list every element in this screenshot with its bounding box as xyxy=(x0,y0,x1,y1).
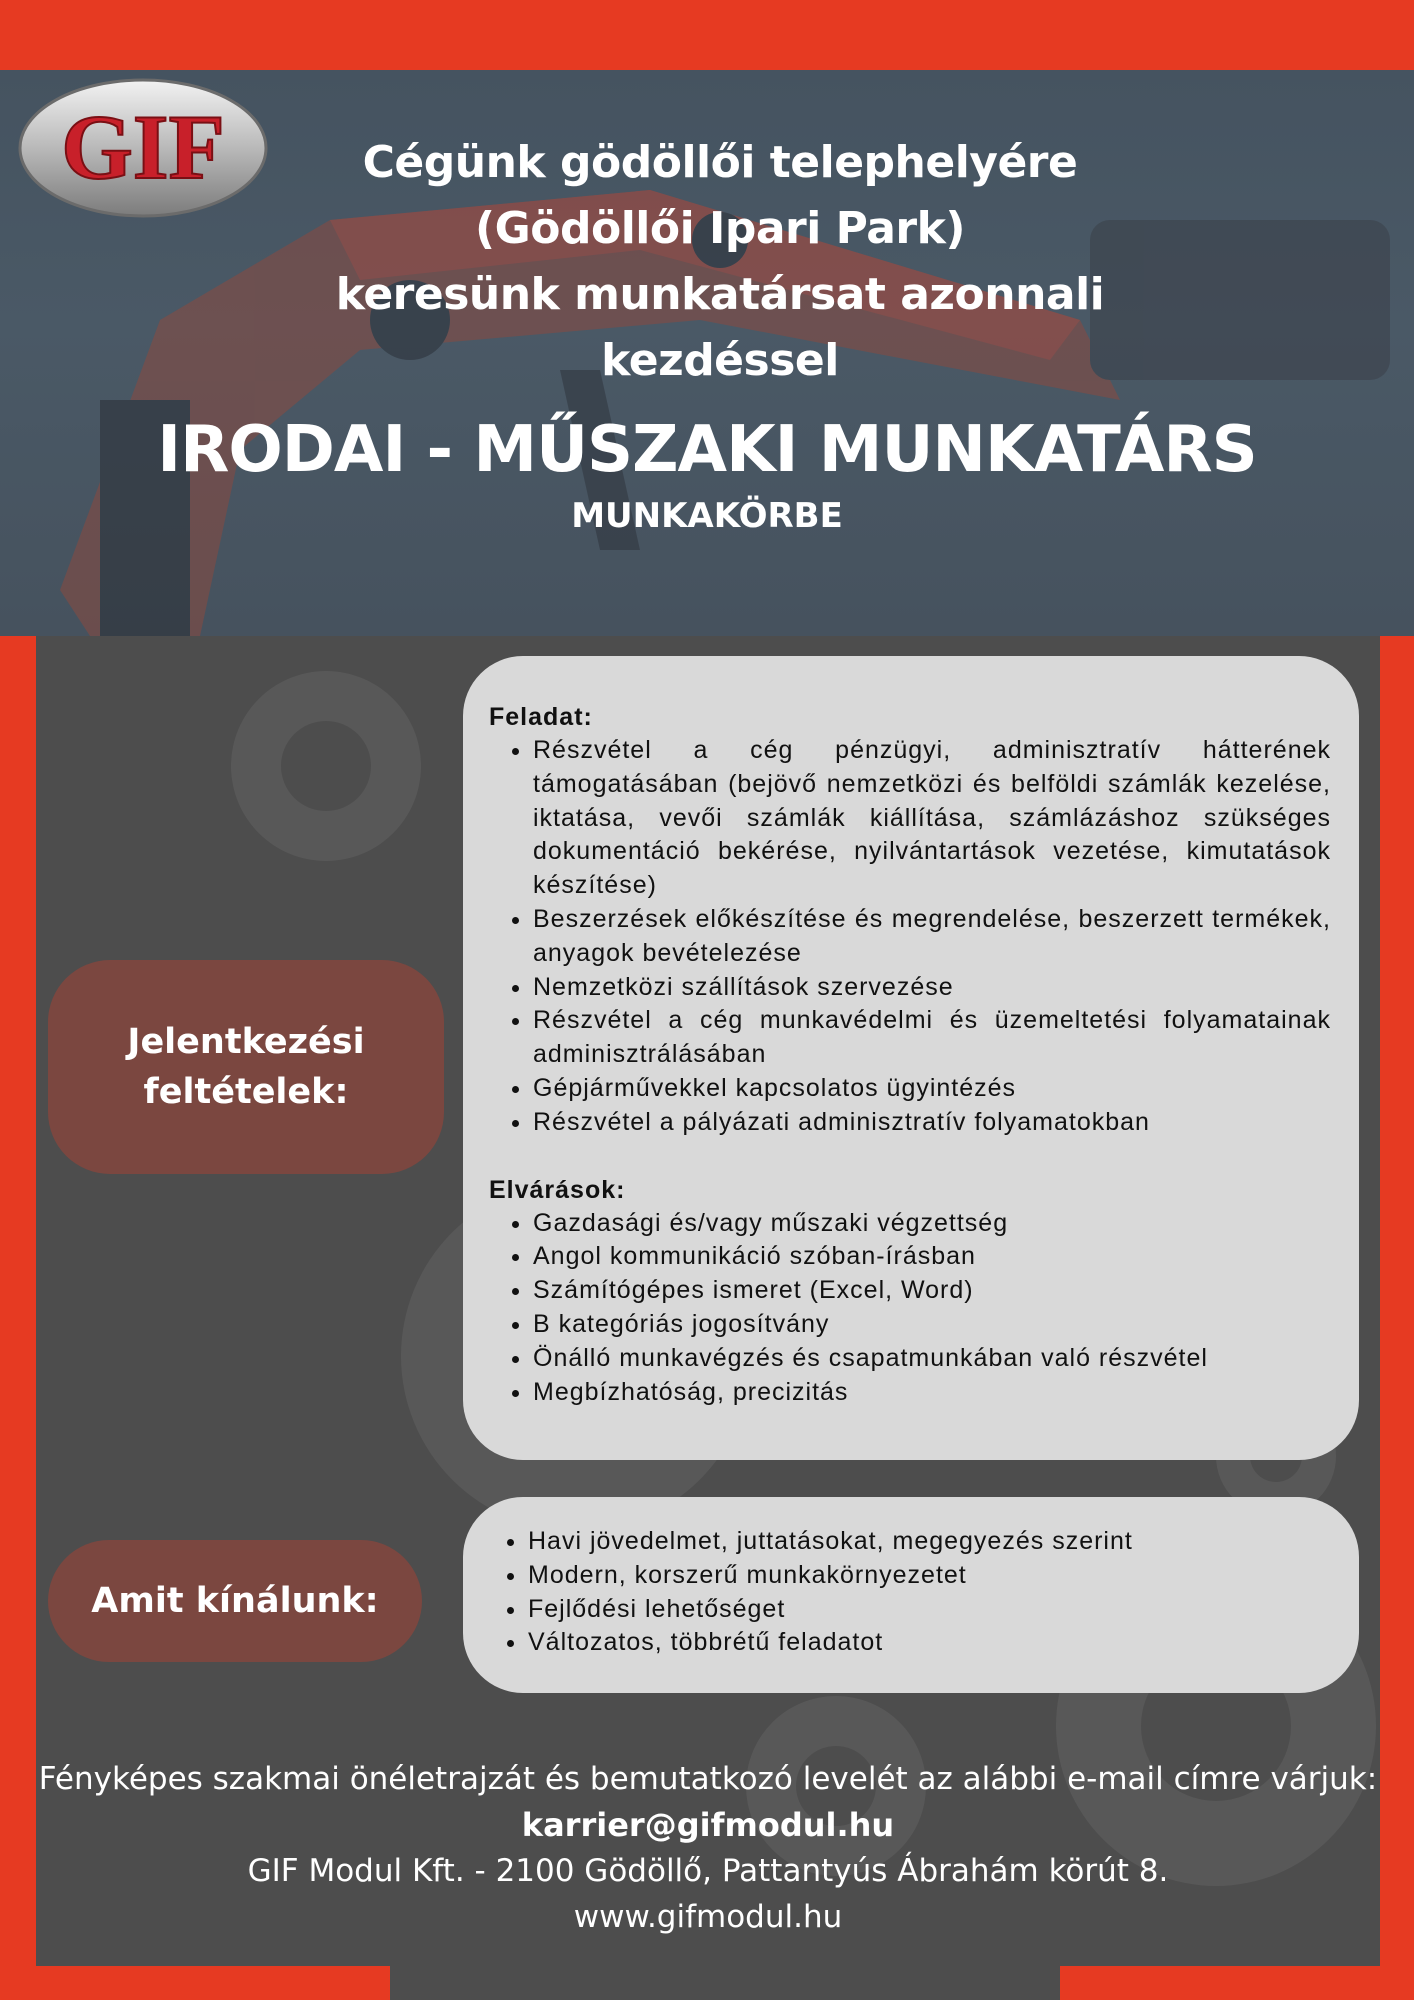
list-item: • Részvétel a cég pénzügyi, adminisztratív hátterének támogatásában (bejövő nemzetközi és belföldi számlák kezelése, iktatása, vevői számlák kiállítása, számlázáshoz szükséges dokumentáció bekérése, nyilvántartások vezetése, kimutatások készítése) xyxy=(533,734,1331,903)
list-item: • B kategóriás jogosítvány xyxy=(533,1308,1331,1342)
headline-line: keresünk munkatársat azonnali xyxy=(335,269,1105,320)
headline-line: Cégünk gödöllői telephelyére xyxy=(362,137,1078,188)
list-item: • Fejlődési lehetőséget xyxy=(528,1593,1331,1627)
list-item: • Angol kommunikáció szóban-írásban xyxy=(533,1240,1331,1274)
company-address: GIF Modul Kft. - 2100 Gödöllő, Pattantyús Ábrahám körút 8. xyxy=(247,1853,1169,1889)
list-item: • Önálló munkavégzés és csapatmunkában való részvétel xyxy=(533,1342,1331,1376)
tasks-list xyxy=(489,734,1331,1140)
list-item: • Számítógépes ismeret (Excel, Word) xyxy=(533,1274,1331,1308)
list-item: • Gépjárművekkel kapcsolatos ügyintézés xyxy=(533,1072,1331,1106)
requirements-label-line: feltételek: xyxy=(143,1072,349,1112)
list-item: • Nemzetközi szállítások szervezése xyxy=(533,971,1331,1005)
list-item: • Beszerzések előkészítése és megrendelése, beszerzett termékek, anyagok bevételezése xyxy=(533,903,1331,971)
hero-banner xyxy=(0,70,1414,636)
list-item: • Részvétel a pályázati adminisztratív folyamatokban xyxy=(533,1106,1331,1140)
list-item: • Modern, korszerű munkakörnyezetet xyxy=(528,1559,1331,1593)
footer-intro: Fényképes szakmai önéletrajzát és bemutatkozó levelét az alábbi e-mail címre várjuk: xyxy=(38,1761,1378,1797)
offer-label: Amit kínálunk: xyxy=(48,1540,422,1662)
bottom-panel-tab xyxy=(390,1966,1060,2000)
list-item: • Megbízhatóság, precizitás xyxy=(533,1376,1331,1410)
requirements-label xyxy=(48,960,444,1174)
gif-logo xyxy=(18,78,268,218)
job-subtitle: MUNKAKÖRBE xyxy=(571,496,843,536)
contact-email: karrier@gifmodul.hu xyxy=(521,1806,895,1844)
tasks-title: Feladat: xyxy=(489,703,593,731)
offer-card xyxy=(463,1497,1359,1693)
requirements-label-line: Jelentkezési xyxy=(127,1022,365,1062)
list-item: • Részvétel a cég munkavédelmi és üzemeltetési folyamatainak adminisztrálásában xyxy=(533,1004,1331,1072)
list-item: • Gazdasági és/vagy műszaki végzettség xyxy=(533,1207,1331,1241)
footer-contact xyxy=(36,1756,1380,1940)
website: www.gifmodul.hu xyxy=(573,1899,843,1935)
svg-text:GIF: GIF xyxy=(61,96,225,198)
job-title: IRODAI - MŰSZAKI MUNKATÁRS xyxy=(157,413,1257,487)
requirements-card xyxy=(463,656,1359,1460)
list-item: • Változatos, többrétű feladatot xyxy=(528,1626,1331,1660)
offers-list xyxy=(489,1525,1331,1660)
headline xyxy=(280,130,1160,394)
expectations-list xyxy=(489,1207,1331,1410)
list-item: • Havi jövedelmet, juttatásokat, megegyezés szerint xyxy=(528,1525,1331,1559)
expectations-title: Elvárások: xyxy=(489,1175,626,1204)
headline-line: kezdéssel xyxy=(601,335,839,386)
headline-line: (Gödöllői Ipari Park) xyxy=(475,203,965,254)
